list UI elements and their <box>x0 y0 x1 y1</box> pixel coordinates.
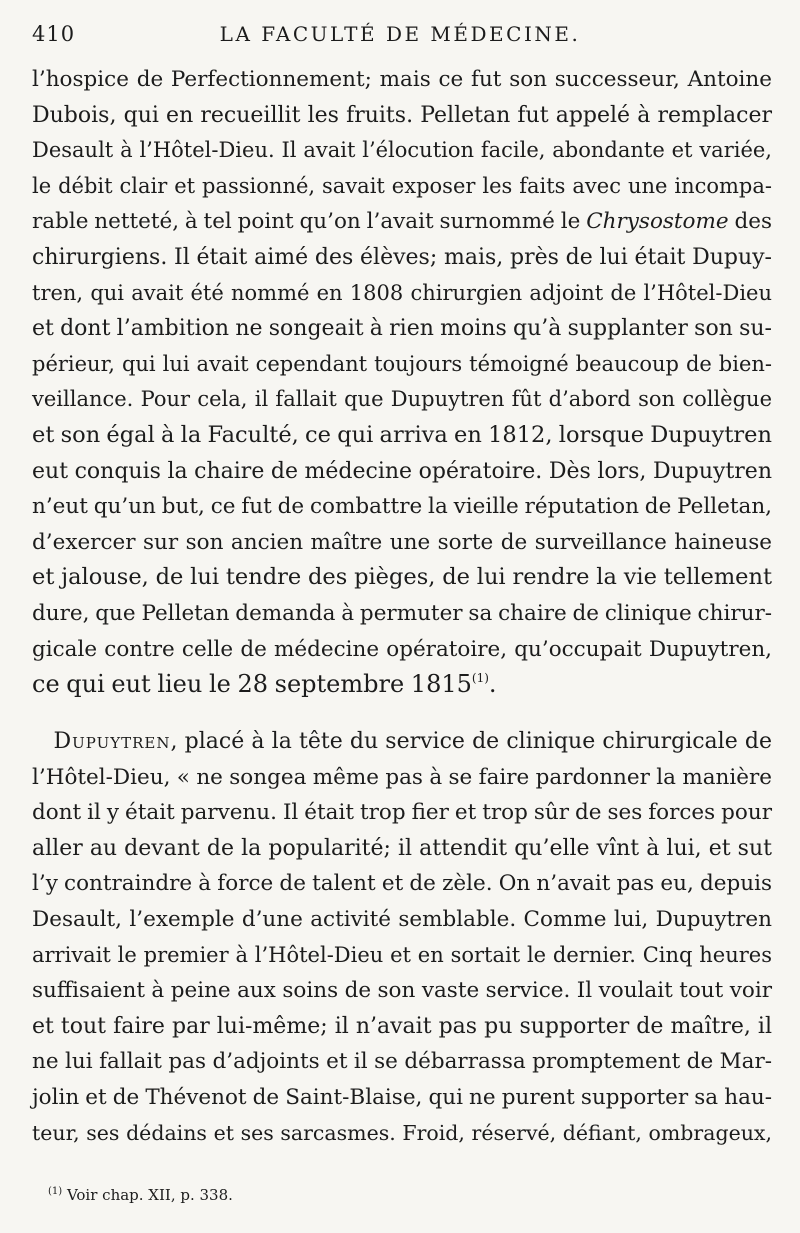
text-line: eut conquis la chaire de médecine opératoire. Dès lors, Dupuytren <box>32 458 772 484</box>
paragraph-2 <box>32 724 772 1151</box>
text-line: aller au devant de la popularité; il attendit qu’elle vînt à lui, et sut <box>32 835 772 861</box>
text-segment: des <box>734 209 772 235</box>
text-line: arrivait le premier à l’Hôtel-Dieu et en sortait le dernier. Cinq heures <box>32 942 772 967</box>
footnote-marker: (1) <box>48 1186 63 1197</box>
text-segment: . <box>488 670 497 699</box>
italic-word: Chrysostome <box>586 209 729 235</box>
text-line: chirurgiens. Il était aimé des élèves; mais, près de lui était Dupuy- <box>32 244 772 270</box>
text-line: et tout faire par lui-même; il n’avait pas pu supporter de maître, il <box>32 1013 772 1039</box>
text-line: tren, qui avait été nommé en 1808 chirurgien adjoint de l’Hôtel-Dieu <box>32 280 772 305</box>
running-title: LA FACULTÉ DE MÉDECINE. <box>219 22 581 46</box>
text-line: dont il y était parvenu. Il était trop fier et trop sûr de ses forces pour <box>32 800 772 826</box>
text-segment: rable netteté, à tel point qu’on l’avait surnommé le <box>32 209 581 235</box>
text-line <box>32 724 772 760</box>
text-line: Desault à l’Hôtel-Dieu. Il avait l’élocution facile, abondante et variée, <box>32 138 772 163</box>
text-line: gicale contre celle de médecine opératoire, qu’occupait Dupuytren, <box>32 636 772 662</box>
text-segment: ce qui eut lieu le 28 septembre 1815 <box>32 670 472 699</box>
text-line: suffisaient à peine aux soins de son vaste service. Il voulait tout voir <box>32 978 772 1004</box>
text-line: et dont l’ambition ne songeait à rien moins qu’à supplanter son su- <box>32 316 772 342</box>
text-line: périeur, qui lui avait cependant toujours témoigné beaucoup de bien- <box>32 351 772 376</box>
paragraph-1 <box>32 62 772 703</box>
text-line <box>32 667 772 703</box>
footnote-text: Voir chap. XII, p. 338. <box>62 1186 233 1204</box>
footnote-reference: (1) <box>471 671 489 686</box>
text-line: d’exercer sur son ancien maître une sorte de surveillance haineuse <box>32 529 772 555</box>
text-segment: , placé à la tête du service de clinique chirurgicale de <box>170 729 772 754</box>
text-line: dure, que Pelletan demanda à permuter sa chaire de clinique chirur- <box>32 600 772 626</box>
page-number: 410 <box>32 22 76 46</box>
text-line: Desault, l’exemple d’une activité semblable. Comme lui, Dupuytren <box>32 906 772 932</box>
text-line: veillance. Pour cela, il fallait que Dupuytren fût d’abord son collègue <box>32 387 772 412</box>
text-line: ne lui fallait pas d’adjoints et il se débarrassa promptement de Mar- <box>32 1049 772 1075</box>
footnote <box>48 1186 768 1204</box>
text-line: n’eut qu’un but, ce fut de combattre la vieille réputation de Pelletan, <box>32 494 772 520</box>
smallcaps-name: Dupuytren <box>53 729 171 754</box>
text-line: et son égal à la Faculté, ce qui arriva en 1812, lorsque Dupuytren <box>32 421 772 448</box>
text-line: l’y contraindre à force de talent et de zèle. On n’avait pas eu, depuis <box>32 871 772 897</box>
text-line: l’Hôtel-Dieu, « ne songea même pas à se faire pardonner la manière <box>32 764 772 790</box>
text-line: le débit clair et passionné, savait exposer les faits avec une incompa- <box>32 173 772 198</box>
text-line: teur, ses dédains et ses sarcasmes. Froid, réservé, défiant, ombrageux, <box>32 1120 772 1145</box>
text-line: jolin et de Thévenot de Saint-Blaise, qui ne purent supporter sa hau- <box>32 1084 772 1110</box>
running-head <box>0 22 800 52</box>
text-line: Dubois, qui en recueillit les fruits. Pelletan fut appelé à remplacer <box>32 102 772 128</box>
text-line <box>32 204 772 240</box>
text-line: et jalouse, de lui tendre des pièges, de lui rendre la vie tellement <box>32 564 772 591</box>
text-line: l’hospice de Perfectionnement; mais ce fut son successeur, Antoine <box>32 67 772 92</box>
